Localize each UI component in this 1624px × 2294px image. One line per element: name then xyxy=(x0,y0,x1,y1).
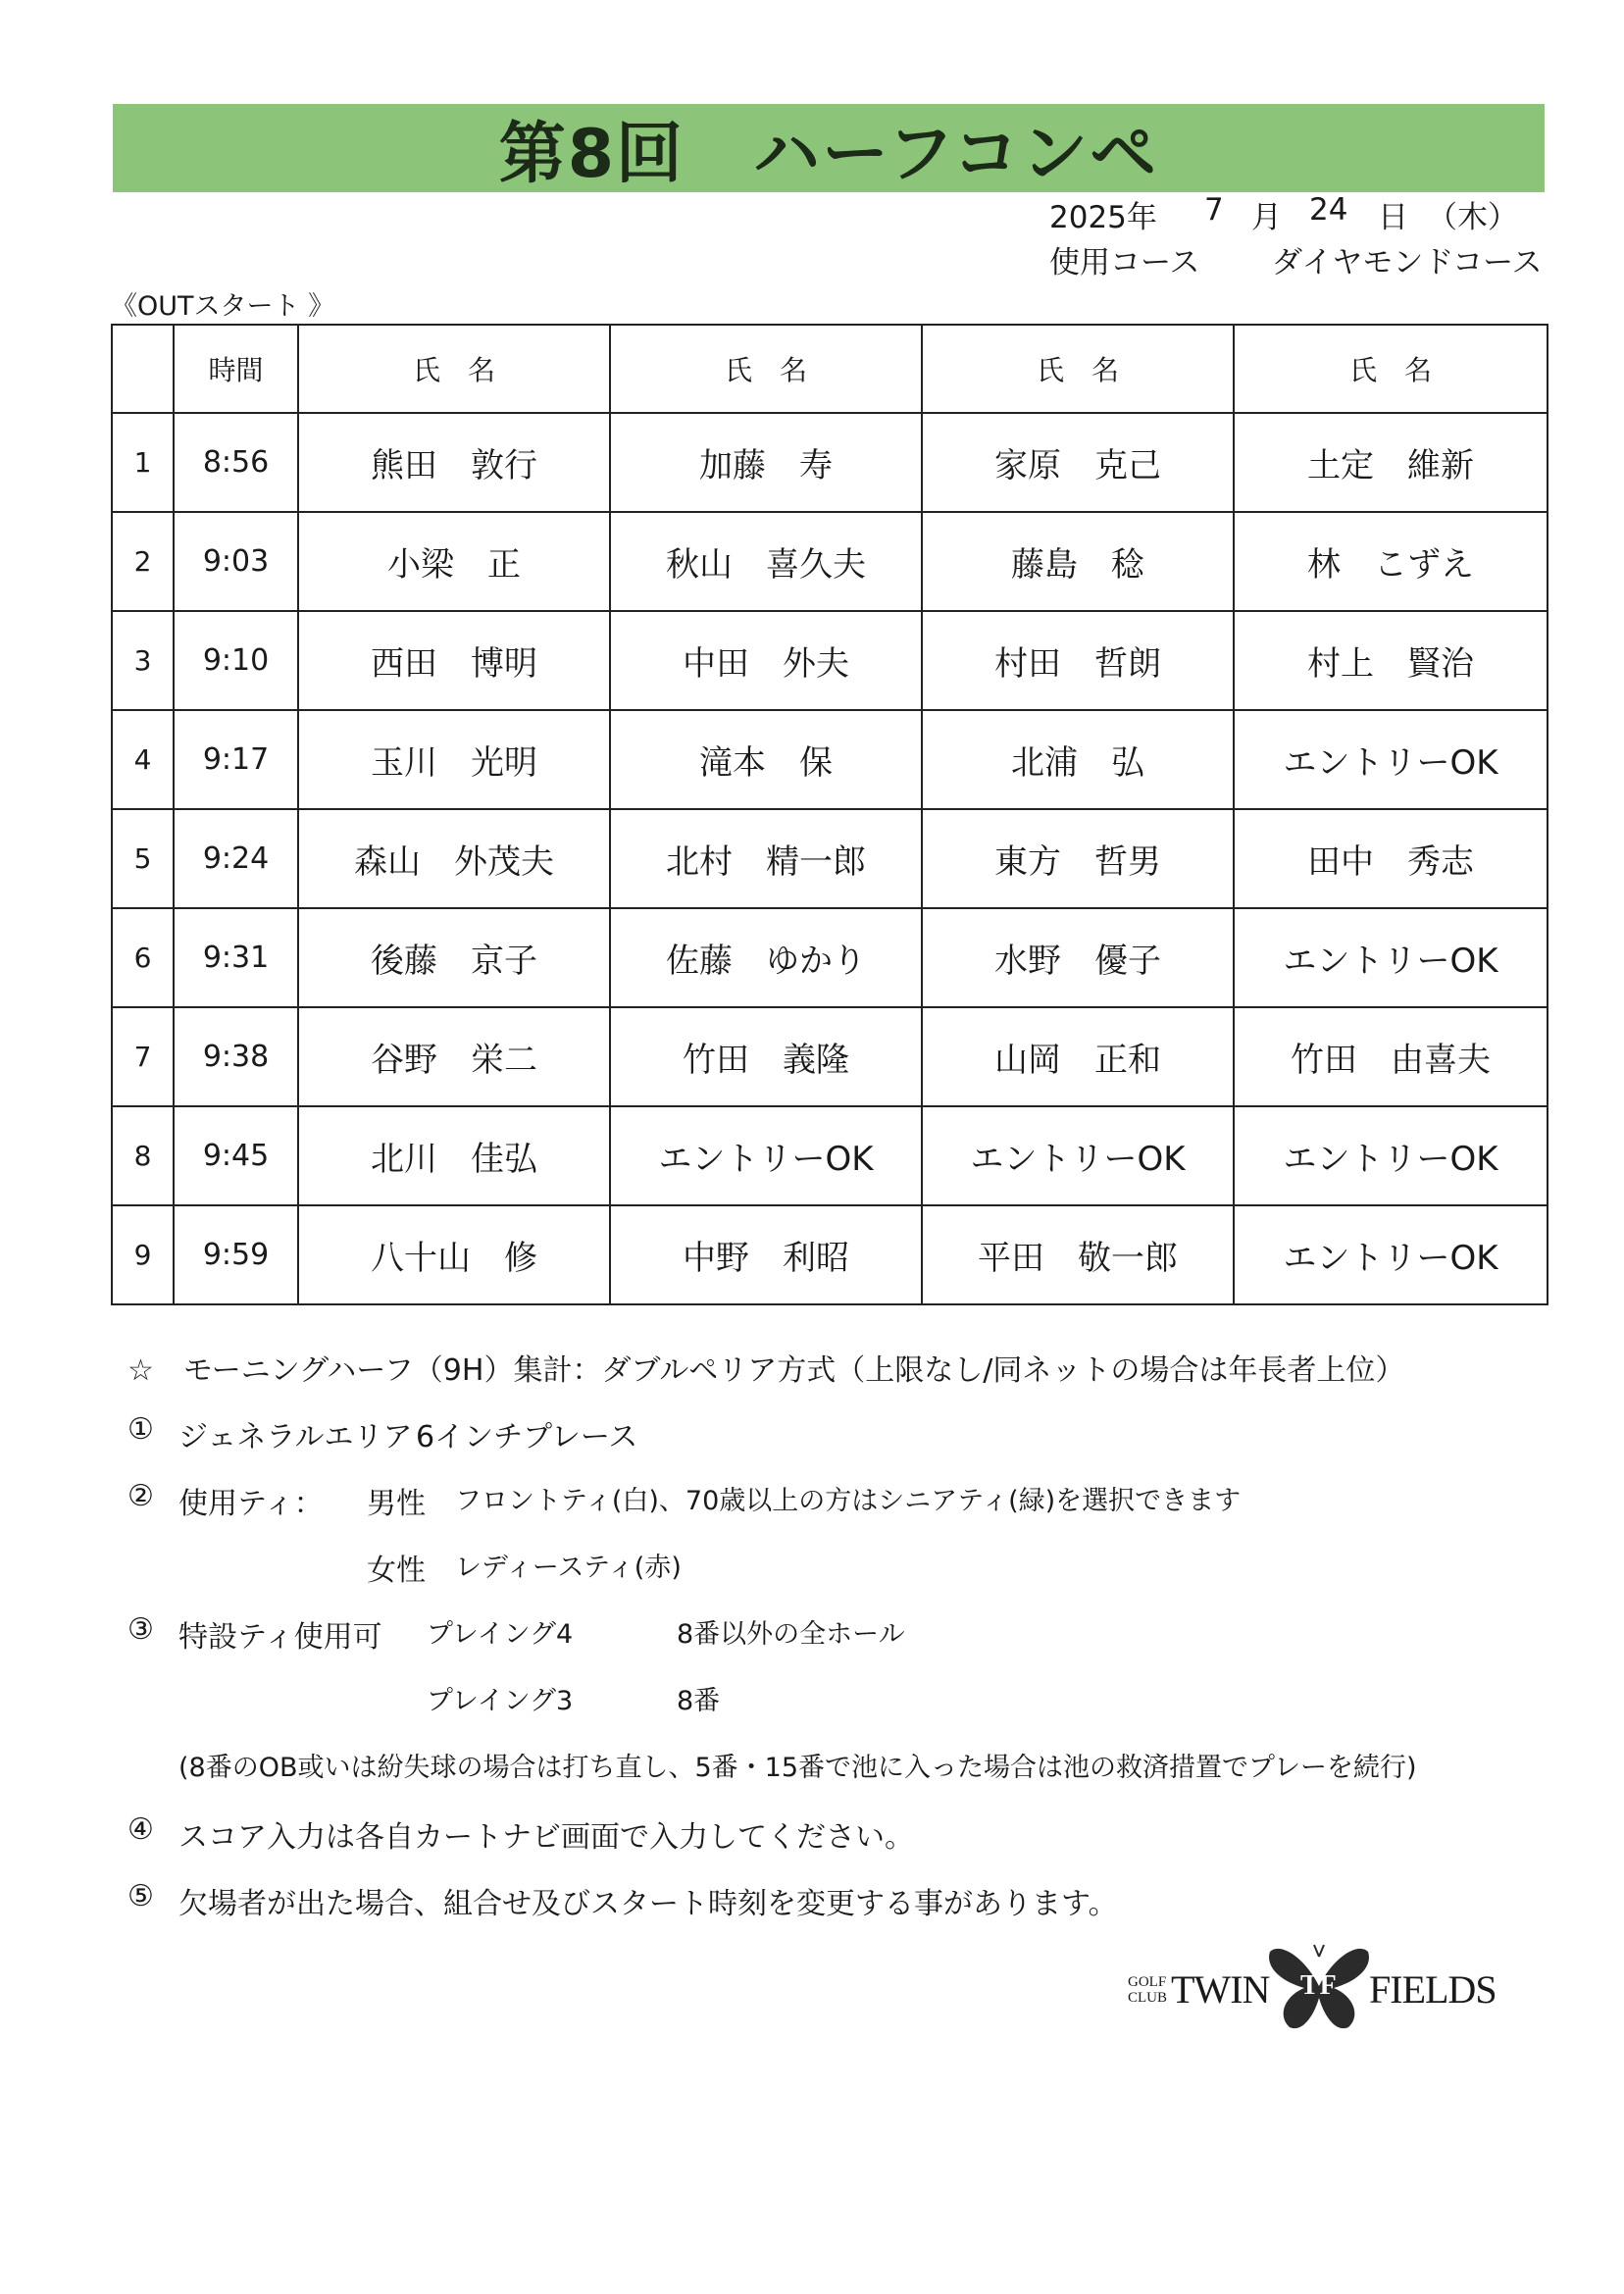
start-time: 9:17 xyxy=(174,710,298,809)
player-name: エントリーOK xyxy=(1234,1106,1548,1205)
player-name: 佐藤 ゆかり xyxy=(610,908,922,1007)
player-name: 小梁 正 xyxy=(298,512,610,611)
player-name: エントリーOK xyxy=(1234,710,1548,809)
note-3-ob-note: (8番のOB或いは紛失球の場合は打ち直し、5番・15番で池に入った場合は池の救済措置でプレーを続行) xyxy=(178,1753,1417,1783)
note-5-mark: ⑤ xyxy=(127,1879,154,1913)
player-name: 竹田 由喜夫 xyxy=(1234,1007,1548,1106)
group-number: 5 xyxy=(112,809,174,908)
note-3-label: 特設ティ使用可 xyxy=(178,1620,382,1655)
player-name: 八十山 修 xyxy=(298,1205,610,1304)
start-time: 9:45 xyxy=(174,1106,298,1205)
note-2-label: 使用ティ： xyxy=(178,1487,324,1521)
note-3-playing3-text: 8番 xyxy=(677,1686,721,1716)
player-name: 加藤 寿 xyxy=(610,413,922,512)
table-row xyxy=(112,710,1548,809)
table-row xyxy=(112,512,1548,611)
note-1-label: ジェネラルエリア xyxy=(178,1420,413,1454)
note-3-playing4: プレイング4 xyxy=(427,1619,574,1650)
table-row xyxy=(112,1106,1548,1205)
group-number: 6 xyxy=(112,908,174,1007)
player-name: 村上 賢治 xyxy=(1234,611,1548,710)
group-number: 7 xyxy=(112,1007,174,1106)
header-name-1: 氏 名 xyxy=(298,325,610,413)
note-2-male-text: フロントティ(白)、70歳以上の方はシニアティ(緑)を選択できます xyxy=(455,1486,1242,1516)
player-name: 村田 哲朗 xyxy=(922,611,1234,710)
header-no xyxy=(112,325,174,413)
player-name: 中野 利昭 xyxy=(610,1205,922,1304)
logo-tf-text: TF xyxy=(1300,1970,1338,2001)
note-3-playing4-text: 8番以外の全ホール xyxy=(677,1619,905,1650)
start-label: 《OUTスタート 》 xyxy=(111,291,335,322)
player-name: 森山 外茂夫 xyxy=(298,809,610,908)
player-name: 北川 佳弘 xyxy=(298,1106,610,1205)
note-2-female: 女性 xyxy=(367,1554,426,1588)
player-name: 平田 敬一郎 xyxy=(922,1205,1234,1304)
player-name: 中田 外夫 xyxy=(610,611,922,710)
player-name: 西田 博明 xyxy=(298,611,610,710)
note-scoring: ☆ モーニングハーフ（9H）集計：ダブルペリア方式（上限なし/同ネットの場合は年長者上位） xyxy=(127,1353,1405,1388)
date-day-unit: 日 xyxy=(1378,200,1408,235)
note-4-mark: ④ xyxy=(127,1812,154,1847)
start-time: 8:56 xyxy=(174,413,298,512)
table-row xyxy=(112,809,1548,908)
course-label: 使用コース xyxy=(1049,245,1200,280)
start-time: 9:31 xyxy=(174,908,298,1007)
player-name: 土定 維新 xyxy=(1234,413,1548,512)
player-name: 山岡 正和 xyxy=(922,1007,1234,1106)
group-number: 9 xyxy=(112,1205,174,1304)
player-name: エントリーOK xyxy=(1234,1205,1548,1304)
player-name: 北村 精一郎 xyxy=(610,809,922,908)
date-month-unit: 月 xyxy=(1251,200,1282,235)
start-time: 9:24 xyxy=(174,809,298,908)
player-name: 玉川 光明 xyxy=(298,710,610,809)
note-5-text: 欠場者が出た場合、組合せ及びスタート時刻を変更する事があります。 xyxy=(178,1887,1118,1921)
player-name: 田中 秀志 xyxy=(1234,809,1548,908)
player-name: エントリーOK xyxy=(1234,908,1548,1007)
table-row xyxy=(112,1205,1548,1304)
header-name-4: 氏 名 xyxy=(1234,325,1548,413)
player-name: 熊田 敦行 xyxy=(298,413,610,512)
table-row xyxy=(112,1007,1548,1106)
start-time: 9:10 xyxy=(174,611,298,710)
note-2-female-text: レディースティ(赤) xyxy=(455,1553,682,1583)
tee-time-table xyxy=(111,324,1548,1305)
logo-fields-text: FIELDS xyxy=(1369,1967,1497,2012)
player-name: 藤島 稔 xyxy=(922,512,1234,611)
note-2-mark: ② xyxy=(127,1479,154,1513)
note-3-playing3: プレイング3 xyxy=(427,1686,574,1716)
date-day: 24 xyxy=(1309,192,1348,228)
table-row xyxy=(112,413,1548,512)
note-1-text: 6インチプレース xyxy=(416,1420,638,1454)
note-3-mark: ③ xyxy=(127,1612,154,1647)
header-name-2: 氏 名 xyxy=(610,325,922,413)
table-header-row xyxy=(112,325,1548,413)
player-name: 水野 優子 xyxy=(922,908,1234,1007)
logo-golf-text: GOLF xyxy=(1128,1974,1167,1990)
date-year: 2025年 xyxy=(1049,200,1157,235)
group-number: 2 xyxy=(112,512,174,611)
note-4-text: スコア入力は各自カートナビ画面で入力してください。 xyxy=(178,1820,914,1855)
player-name: 竹田 義隆 xyxy=(610,1007,922,1106)
header-name-3: 氏 名 xyxy=(922,325,1234,413)
logo-twin-text: TWIN xyxy=(1171,1967,1270,2012)
player-name: エントリーOK xyxy=(610,1106,922,1205)
note-1-mark: ① xyxy=(127,1412,154,1447)
logo-club-text: CLUB xyxy=(1128,1990,1168,2006)
table-row xyxy=(112,908,1548,1007)
club-logo xyxy=(1128,1937,1500,2035)
start-time: 9:59 xyxy=(174,1205,298,1304)
player-name: 秋山 喜久夫 xyxy=(610,512,922,611)
date-month: 7 xyxy=(1204,192,1224,228)
group-number: 1 xyxy=(112,413,174,512)
group-number: 4 xyxy=(112,710,174,809)
player-name: 谷野 栄二 xyxy=(298,1007,610,1106)
date-weekday: （木） xyxy=(1427,200,1518,235)
player-name: エントリーOK xyxy=(922,1106,1234,1205)
player-name: 家原 克己 xyxy=(922,413,1234,512)
player-name: 北浦 弘 xyxy=(922,710,1234,809)
start-time: 9:38 xyxy=(174,1007,298,1106)
title-band xyxy=(113,104,1545,192)
header-time: 時間 xyxy=(174,325,298,413)
start-time: 9:03 xyxy=(174,512,298,611)
table-row xyxy=(112,611,1548,710)
group-number: 3 xyxy=(112,611,174,710)
player-name: 林 こずえ xyxy=(1234,512,1548,611)
page-title: 第8回 ハーフコンペ xyxy=(498,115,1159,193)
group-number: 8 xyxy=(112,1106,174,1205)
player-name: 東方 哲男 xyxy=(922,809,1234,908)
course-name: ダイヤモンドコース xyxy=(1272,245,1543,280)
note-2-male: 男性 xyxy=(367,1487,426,1521)
player-name: 滝本 保 xyxy=(610,710,922,809)
player-name: 後藤 京子 xyxy=(298,908,610,1007)
